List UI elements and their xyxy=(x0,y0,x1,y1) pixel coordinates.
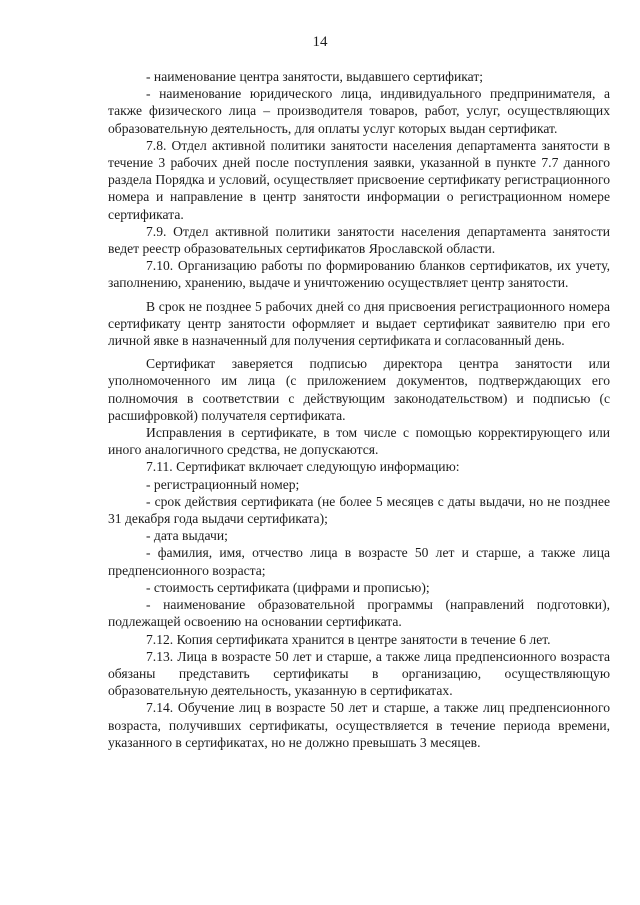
paragraph: - фамилия, имя, отчество лица в возрасте 50 лет и старше, а также лица предпенсионного возраста; xyxy=(108,545,610,578)
paragraph: Исправления в сертификате, в том числе с помощью корректирующего или иного аналогичного средства, не допускаются. xyxy=(108,425,610,458)
paragraph: В срок не позднее 5 рабочих дней со дня присвоения регистрационного номера сертификату центр занятости оформляет и выдает сертификат заявителю при его личной явке в назначенный для получения сертификата и согласованный день. xyxy=(108,298,610,349)
paragraph: - наименование юридического лица, индивидуального предпринимателя, а также физического лица – производителя товаров, работ, услуг, осуществляющих образовательную деятельность, для оплаты услуг которых выдан сертификат. xyxy=(108,86,610,136)
paragraph: 7.14. Обучение лиц в возрасте 50 лет и старше, а также лиц предпенсионного возраста, получивших сертификаты, осуществляется в течение периода времени, указанного в сертификатах, но не должно превышать 3 месяцев. xyxy=(108,700,610,750)
paragraph: - наименование образовательной программы (направлений подготовки), подлежащей освоению на основании сертификата. xyxy=(108,597,610,630)
paragraph: 7.11. Сертификат включает следующую информацию: xyxy=(146,459,460,475)
paragraph: 7.12. Копия сертификата хранится в центре занятости в течение 6 лет. xyxy=(146,631,551,647)
paragraph: 7.9. Отдел активной политики занятости населения департамента занятости ведет реестр образовательных сертификатов Ярославской области. xyxy=(108,223,610,257)
page-number: 14 xyxy=(312,34,328,50)
paragraph: - стоимость сертификата (цифрами и прописью); xyxy=(146,579,430,595)
paragraph: - регистрационный номер; xyxy=(146,476,300,492)
paragraph: 7.13. Лица в возрасте 50 лет и старше, а также лица предпенсионного возраста обязаны представить сертификаты в организацию, осуществляющую образовательную деятельность, указанную в сертификатах. xyxy=(108,648,610,699)
paragraph: - наименование центра занятости, выдавшего сертификат; xyxy=(146,69,484,84)
paragraph: - дата выдачи; xyxy=(146,528,228,544)
paragraph: 7.8. Отдел активной политики занятости населения департамента занятости в течение 3 рабочих дней после поступления заявки, указанной в пункте 7.7 данного раздела Порядка и условий, осуществляет присвоение сертификату регистрационного номера и направление в центр занятости информации о регистрационном номере сертификата. xyxy=(108,137,610,222)
paragraph: 7.10. Организацию работы по формированию бланков сертификатов, их учету, заполнению, хранению, выдаче и уничтожению осуществляет центр занятости. xyxy=(108,258,610,291)
paragraph: - срок действия сертификата (не более 5 месяцев с даты выдачи, но не позднее 31 декабря года выдачи сертификата); xyxy=(108,493,610,527)
paragraph: Сертификат заверяется подписью директора центра занятости или уполномоченного им лица (с приложением документов, подтверждающих его полномочия в соответствии с действующим законодательством) и подписью (с расшифровкой) получателя сертификата. xyxy=(108,356,610,423)
document-body xyxy=(108,68,610,751)
